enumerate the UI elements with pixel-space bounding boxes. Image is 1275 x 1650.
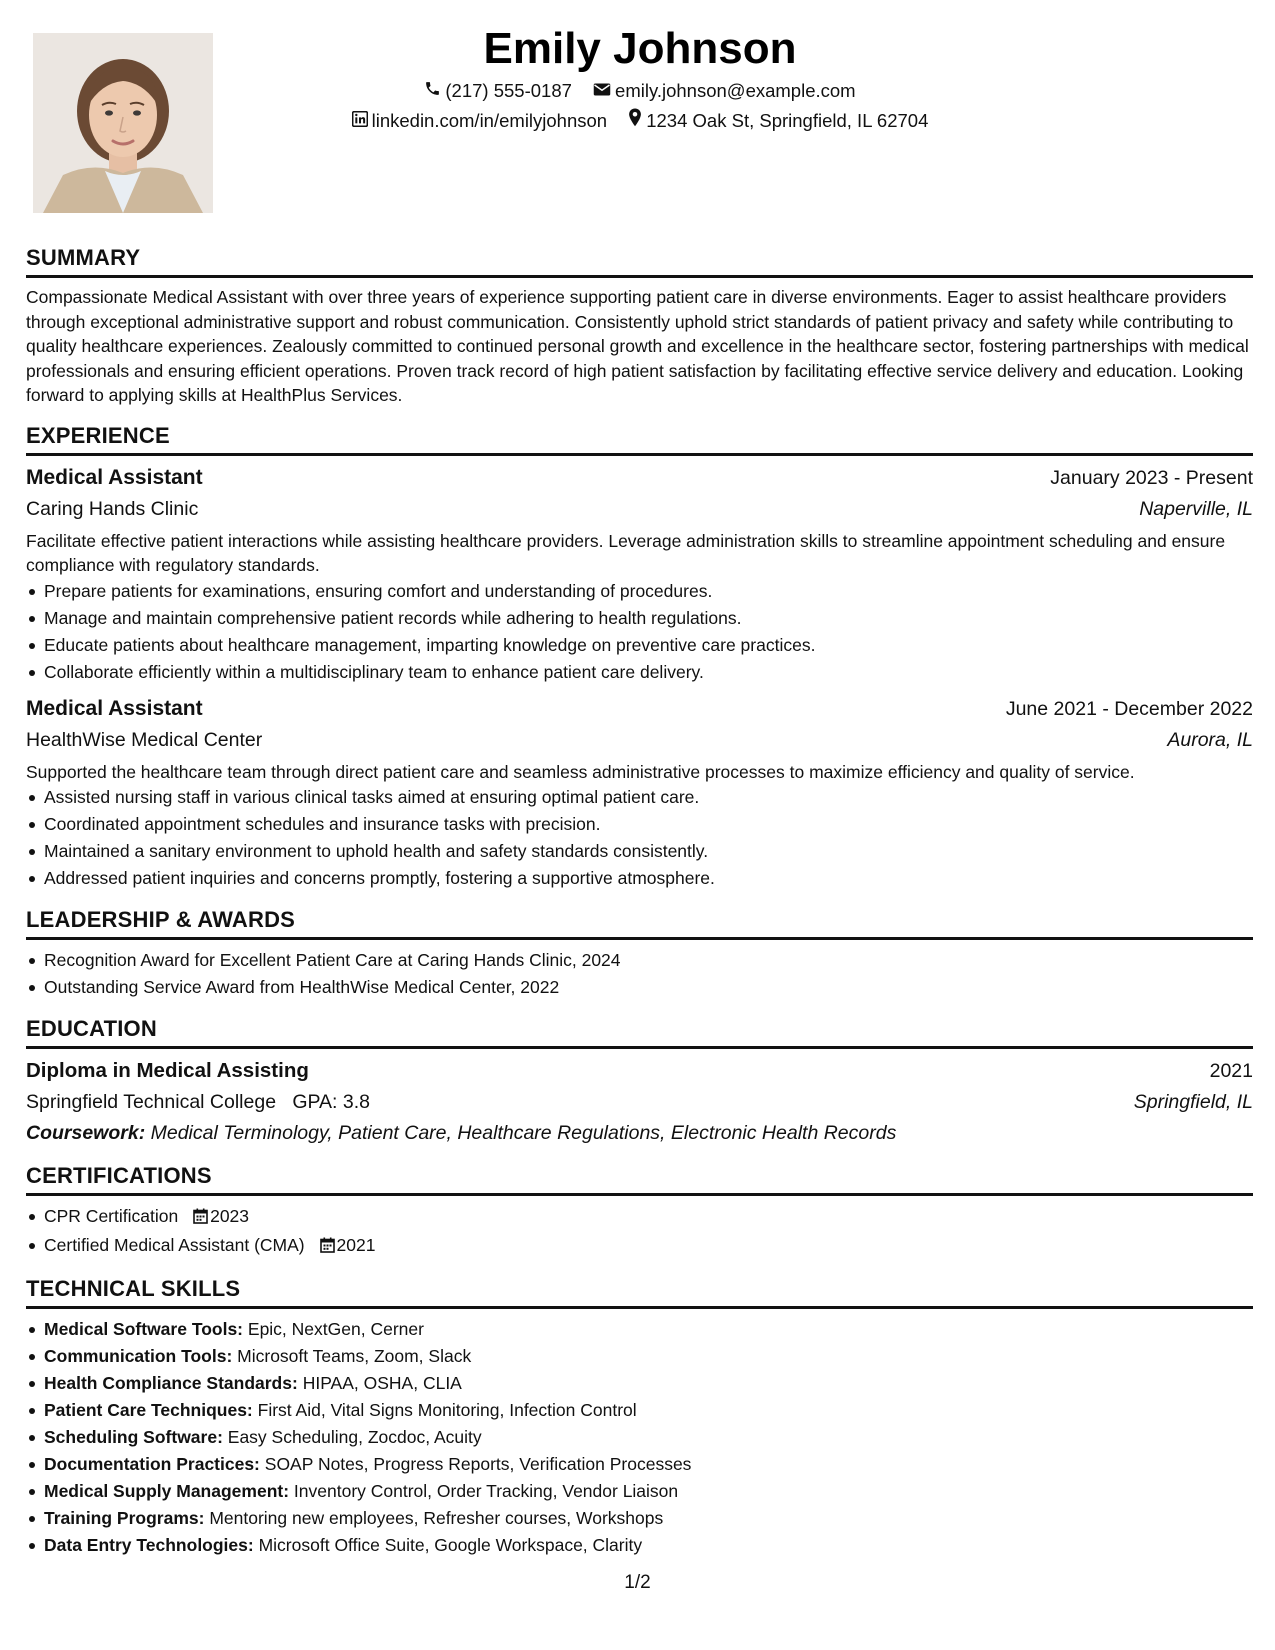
linkedin-icon <box>352 106 368 136</box>
school-location: Springfield, IL <box>1133 1091 1253 1113</box>
leadership-section <box>26 906 1253 1001</box>
list-item <box>26 1316 1253 1343</box>
job-dates: June 2021 - December 2022 <box>1005 697 1253 720</box>
certification-year: 2021 <box>336 1235 376 1255</box>
section-divider <box>26 1306 1253 1309</box>
skills-section <box>26 1275 1253 1559</box>
list-item <box>26 1532 1253 1559</box>
job-bullets <box>26 784 1253 892</box>
phone-icon <box>424 76 441 106</box>
skill-value: SOAP Notes, Progress Reports, Verification Processes <box>264 1454 692 1474</box>
job-entry <box>26 694 1253 893</box>
job-description: Supported the healthcare team through direct patient care and seamless administrative processes to maximize efficiency and quality of service. <box>26 761 1135 782</box>
section-heading: LEADERSHIP & AWARDS <box>26 907 296 932</box>
list-item: Coordinated appointment schedules and insurance tasks with precision. <box>26 811 1253 838</box>
skill-value: Microsoft Teams, Zoom, Slack <box>237 1346 472 1366</box>
section-heading: SUMMARY <box>26 245 141 270</box>
skill-label: Health Compliance Standards: <box>44 1373 298 1393</box>
list-item <box>26 1478 1253 1505</box>
skill-label: Communication Tools: <box>44 1346 233 1366</box>
job-title: Medical Assistant <box>26 465 203 489</box>
list-item <box>26 1505 1253 1532</box>
skill-label: Training Programs: <box>44 1508 205 1528</box>
list-item: Assisted nursing staff in various clinical tasks aimed at ensuring optimal patient care. <box>26 784 1253 811</box>
list-item <box>26 1424 1253 1451</box>
gpa: GPA: 3.8 <box>292 1091 370 1113</box>
section-heading: EXPERIENCE <box>26 422 170 448</box>
list-item: Outstanding Service Award from HealthWise Medical Center, 2022 <box>26 974 1253 1001</box>
certifications-section <box>26 1162 1253 1261</box>
list-item: Collaborate efficiently within a multidisciplinary team to enhance patient care delivery. <box>26 659 1253 686</box>
contact-line-1 <box>240 76 1040 106</box>
skill-value: Easy Scheduling, Zocdoc, Acuity <box>227 1427 482 1447</box>
list-item: Recognition Award for Excellent Patient Care at Caring Hands Clinic, 2024 <box>26 947 1253 974</box>
awards-list <box>26 947 1253 1001</box>
certifications-list <box>26 1203 1253 1261</box>
resume-header <box>240 22 1040 136</box>
education-section <box>26 1015 1253 1148</box>
job-entry <box>26 463 1253 686</box>
skill-label: Scheduling Software: <box>44 1427 223 1447</box>
list-item <box>26 1203 1253 1232</box>
skill-label: Documentation Practices: <box>44 1454 260 1474</box>
coursework-list: Medical Terminology, Patient Care, Healthcare Regulations, Electronic Health Records <box>150 1122 897 1144</box>
phone-contact <box>424 76 572 106</box>
linkedin-contact <box>352 106 607 136</box>
section-divider <box>26 937 1253 940</box>
resume-body <box>26 244 1253 1573</box>
job-title: Medical Assistant <box>26 696 203 720</box>
list-item <box>26 1370 1253 1397</box>
section-divider <box>26 1193 1253 1196</box>
school-name: Springfield Technical College <box>26 1091 277 1113</box>
degree-title: Diploma in Medical Assisting <box>26 1059 309 1082</box>
coursework-label: Coursework: <box>26 1122 146 1144</box>
skill-label: Medical Supply Management: <box>44 1481 290 1501</box>
skill-label: Data Entry Technologies: <box>44 1535 254 1555</box>
skill-label: Patient Care Techniques: <box>44 1400 253 1420</box>
list-item <box>26 1397 1253 1424</box>
linkedin-url[interactable]: linkedin.com/in/emilyjohnson <box>371 110 608 131</box>
graduation-year: 2021 <box>1209 1060 1253 1082</box>
skill-value: Mentoring new employees, Refresher courses, Workshops <box>209 1508 664 1528</box>
candidate-name: Emily Johnson <box>483 24 797 73</box>
summary-section <box>26 244 1253 408</box>
page-number: 1/2 <box>624 1572 651 1593</box>
skill-label: Medical Software Tools: <box>44 1319 244 1339</box>
job-location: Aurora, IL <box>1167 728 1253 751</box>
section-divider <box>26 1046 1253 1049</box>
list-item: Addressed patient inquiries and concerns promptly, fostering a supportive atmosphere. <box>26 865 1253 892</box>
certification-name: Certified Medical Assistant (CMA) <box>44 1235 305 1255</box>
email-contact <box>593 76 856 106</box>
summary-text: Compassionate Medical Assistant with over three years of experience supporting patient care in diverse environments. Eager to assist healthcare providers through exceptional administrative support and robust communication. Consistently uphold strict standards of patient privacy and safety while contributing to quality healthcare experiences. Zealously committed to continued personal growth and excellence in the healthcare sector, fostering partnerships with medical professionals and ensuring efficient operations. Proven track record of high patient satisfaction by facilitating effective service delivery and education. Looking forward to applying skills at HealthPlus Services. <box>26 287 1249 405</box>
section-divider <box>26 275 1253 278</box>
job-bullets <box>26 578 1253 686</box>
calendar-icon <box>193 1205 208 1232</box>
job-description: Facilitate effective patient interactions while assisting healthcare providers. Leverage administration skills to streamline appointment scheduling and ensure compliance with regulatory standards. <box>26 530 1226 575</box>
skill-value: Epic, NextGen, Cerner <box>247 1319 424 1339</box>
section-heading: CERTIFICATIONS <box>26 1163 212 1188</box>
profile-photo <box>33 33 213 213</box>
list-item: Manage and maintain comprehensive patient records while adhering to health regulations. <box>26 605 1253 632</box>
list-item: Prepare patients for examinations, ensuring comfort and understanding of procedures. <box>26 578 1253 605</box>
school-line <box>26 1086 370 1118</box>
address: 1234 Oak St, Springfield, IL 62704 <box>646 110 929 131</box>
list-item <box>26 1343 1253 1370</box>
job-dates: January 2023 - Present <box>1050 466 1253 489</box>
phone-number[interactable]: (217) 555-0187 <box>445 80 572 101</box>
list-item: Educate patients about healthcare management, imparting knowledge on preventive care practices. <box>26 632 1253 659</box>
list-item: Maintained a sanitary environment to uphold health and safety standards consistently. <box>26 838 1253 865</box>
email-address[interactable]: emily.johnson@example.com <box>615 80 856 101</box>
list-item <box>26 1232 1253 1261</box>
job-employer: Caring Hands Clinic <box>26 497 199 520</box>
section-divider <box>26 453 1253 456</box>
contact-line-2 <box>240 106 1040 136</box>
skills-list <box>26 1316 1253 1559</box>
envelope-icon <box>593 76 611 106</box>
section-heading: EDUCATION <box>26 1016 157 1041</box>
certification-name: CPR Certification <box>44 1206 179 1226</box>
skill-value: First Aid, Vital Signs Monitoring, Infection Control <box>257 1400 637 1420</box>
calendar-icon <box>320 1234 335 1261</box>
job-location: Naperville, IL <box>1139 497 1253 520</box>
experience-section <box>26 422 1253 893</box>
job-employer: HealthWise Medical Center <box>26 728 263 751</box>
section-heading: TECHNICAL SKILLS <box>26 1276 241 1301</box>
skill-value: Inventory Control, Order Tracking, Vendor Liaison <box>293 1481 679 1501</box>
skill-value: HIPAA, OSHA, CLIA <box>302 1373 462 1393</box>
address-contact <box>628 106 928 136</box>
certification-year: 2023 <box>210 1206 250 1226</box>
map-pin-icon <box>628 106 642 136</box>
list-item <box>26 1451 1253 1478</box>
coursework-line <box>26 1118 1253 1148</box>
skill-value: Microsoft Office Suite, Google Workspace, Clarity <box>258 1535 643 1555</box>
